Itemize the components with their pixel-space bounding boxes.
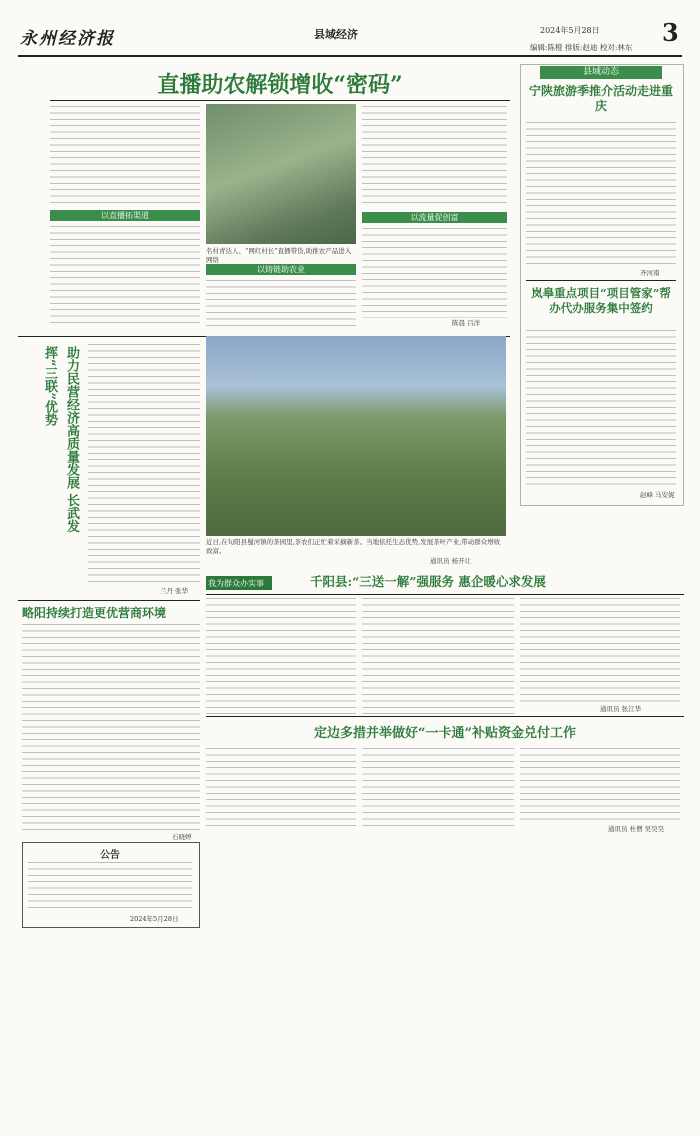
vertical-headline: 助力民营经济高质量发展 长武发挥“三联”优势: [42, 346, 79, 533]
left-story-author: 石晓婷: [172, 833, 192, 841]
banner-rule: [206, 594, 684, 595]
livestream-photo: [206, 104, 356, 244]
subhead-3: 以铸链助农业: [206, 264, 356, 275]
main-story-author: 陈晨 吕洋: [452, 319, 481, 327]
sidebar-story1-author: 齐河南: [640, 269, 660, 277]
subhead-2: 以流量促创富: [362, 212, 507, 223]
sidebar-story2-author: 赵峰 马安妮: [640, 491, 675, 499]
bottom-story-body-3: [520, 748, 680, 820]
main-story-body-col2: [206, 280, 356, 330]
tea-garden-author: 通讯员 杨开让: [430, 557, 472, 565]
publication-date: 2024年5月28日: [540, 26, 600, 35]
subhead-1: 以直播拓渠道: [50, 210, 200, 221]
page-number: 3: [662, 18, 679, 47]
main-story-body-col3: [362, 106, 507, 208]
banner-story-body-1: [206, 598, 356, 718]
section-name: 县域经济: [314, 28, 358, 41]
vertical-story-body: [88, 344, 200, 582]
sidebar-story2-body: [526, 330, 676, 490]
bottom-story-headline: 定边多措并举做好“一卡通”补贴资金兑付工作: [314, 726, 576, 741]
notice-title: 公告: [100, 850, 120, 861]
header-rule: [18, 55, 682, 57]
sidebar-label: 县域动态: [540, 66, 662, 79]
banner-story-author: 通讯员 张江华: [600, 705, 642, 713]
tea-garden-photo: [206, 336, 506, 536]
masthead-title: 永州经济报: [20, 29, 115, 49]
notice-body: [28, 862, 192, 912]
notice-date: 2024年5月28日: [130, 915, 179, 923]
tea-garden-caption: 近日,在旬阳县蜀河镇的茶园里,茶农们正忙着采摘新茶。当地依托生态优势,发展茶叶产业,带动群众增收致富。: [206, 538, 501, 555]
sidebar-story2-title: 岚皋重点项目“项目管家”帮办代办服务集中签约: [531, 286, 671, 315]
main-story-body-col1: [50, 106, 200, 206]
sidebar-story1-body: [526, 122, 676, 264]
bottom-story-body-2: [362, 748, 514, 828]
left-story-body: [22, 624, 200, 830]
vertical-story-author: 兰丹 张华: [160, 587, 189, 595]
bottom-story-body-1: [206, 748, 356, 828]
banner-headline: 千阳县:“三送一解”强服务 惠企暖心求发展: [310, 574, 546, 589]
left-story-headline: 略阳持续打造更优营商环境: [22, 606, 167, 620]
headline-rule: [50, 100, 510, 101]
left-lower-rule: [18, 600, 200, 601]
banner-story-body-3: [520, 598, 680, 702]
banner-label: 我为群众办实事: [208, 579, 264, 588]
sidebar-story1-title: 宁陕旅游季推介活动走进重庆: [528, 84, 673, 113]
bottom-story-author: 通讯员 杜僧 吴昊昊: [608, 825, 665, 833]
sidebar-divider: [526, 280, 676, 281]
bottom-rule: [206, 716, 684, 717]
main-story-body-col1b: [50, 226, 200, 326]
main-story-body-col3b: [362, 228, 507, 318]
editor-credits: 编辑:陈橙 排版:赵迪 校对:林东: [530, 43, 633, 52]
banner-story-body-2: [362, 598, 514, 718]
livestream-photo-caption: 名村青达人、“网红村长”直播带货,助推农产品进入网络: [206, 247, 352, 264]
main-headline: 直播助农解锁增收“密码”: [157, 72, 403, 98]
